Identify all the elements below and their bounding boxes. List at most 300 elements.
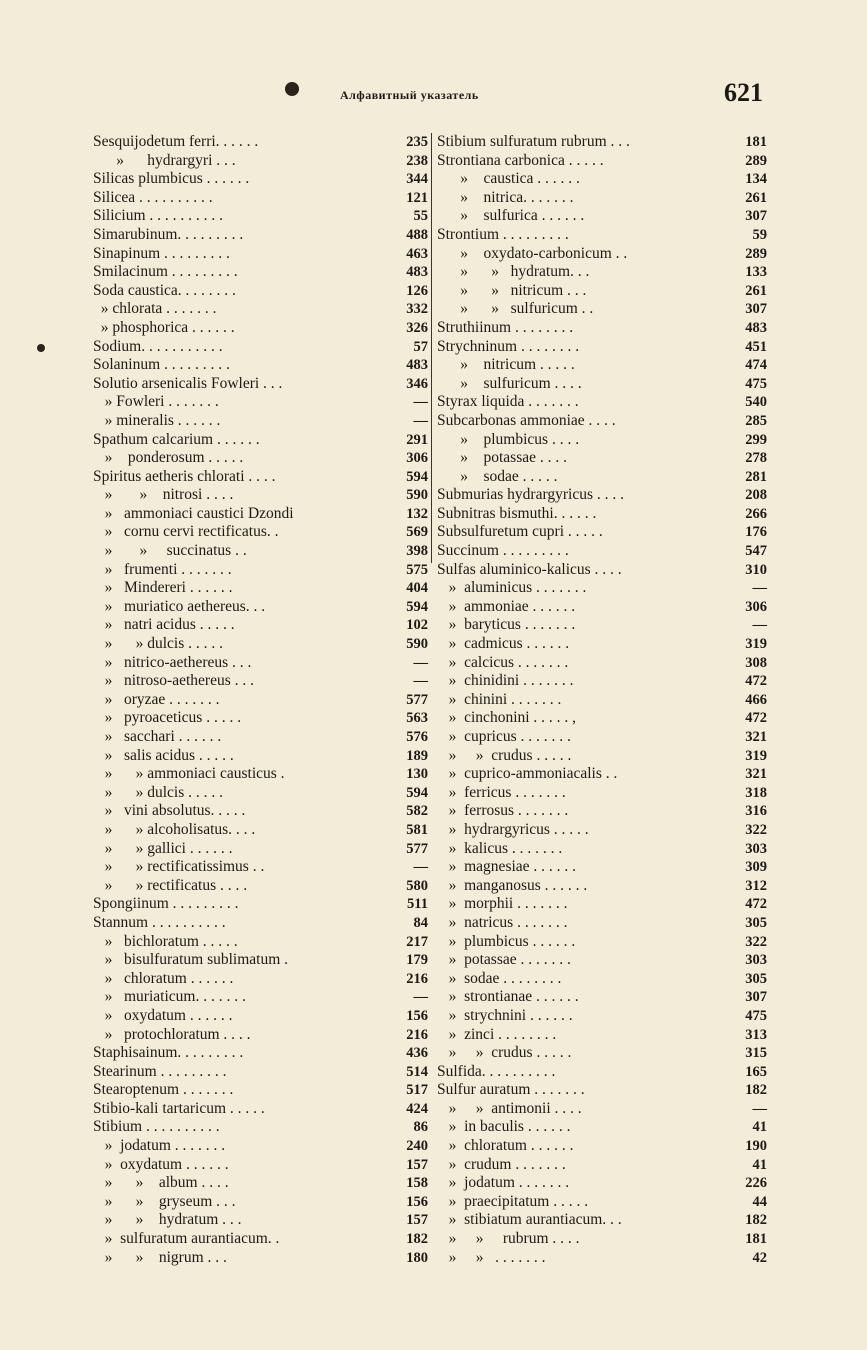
index-entry-page: 308	[745, 654, 767, 671]
index-entry-term: » plumbicus . . . .	[437, 430, 580, 448]
index-entry-page: 216	[406, 970, 428, 987]
index-entry	[93, 635, 430, 654]
index-entry	[93, 207, 430, 226]
index-entry	[93, 561, 430, 580]
index-entry-page: 514	[406, 1063, 428, 1080]
index-entry-page: 182	[745, 1212, 767, 1229]
index-entry	[93, 189, 430, 208]
index-entry	[93, 747, 430, 766]
index-entry-term: » » hydratum. . .	[437, 263, 590, 281]
index-entry	[93, 1063, 430, 1082]
index-entry-term: » oxydatum . . . . . .	[93, 1155, 229, 1173]
index-entry-page: —	[413, 412, 428, 429]
index-entry-page: —	[752, 1100, 767, 1117]
index-entry-term: » sodae . . . . .	[437, 467, 558, 485]
index-entry-page: 483	[406, 264, 428, 281]
index-entry	[437, 375, 767, 394]
index-entry	[437, 1156, 767, 1175]
index-entry-term: » sodae . . . . . . . .	[437, 969, 562, 987]
index-entry-term: » » nitricum . . .	[437, 281, 587, 299]
index-entry-page: 84	[413, 914, 428, 931]
index-entry-term: » protochloratum . . . .	[93, 1025, 251, 1043]
index-entry-term: » oxydato-carbonicum . .	[437, 244, 628, 262]
index-entry-term: » oryzae . . . . . . .	[93, 690, 220, 708]
index-entry-term: Struthiinum . . . . . . . .	[437, 318, 574, 336]
index-entry-page: 216	[406, 1026, 428, 1043]
index-entry	[437, 914, 767, 933]
index-entry	[437, 207, 767, 226]
index-entry	[93, 858, 430, 877]
index-entry-page: 590	[406, 487, 428, 504]
index-entry-term: » ammoniae . . . . . .	[437, 597, 576, 615]
index-entry	[93, 933, 430, 952]
index-entry-page: 261	[745, 189, 767, 206]
index-entry-page: —	[413, 989, 428, 1006]
index-entry-term: » » sulfuricum . .	[437, 300, 594, 318]
index-entry	[437, 821, 767, 840]
index-entry-term: » bisulfuratum sublimatum .	[93, 951, 289, 969]
index-entry-page: 208	[745, 487, 767, 504]
index-entry-term: » jodatum . . . . . . .	[437, 1174, 570, 1192]
index-entry-term: » bichloratum . . . . .	[93, 932, 238, 950]
index-entry-term: Strontium . . . . . . . . .	[437, 225, 569, 243]
index-entry-page: 326	[406, 319, 428, 336]
index-entry-page: 318	[745, 784, 767, 801]
index-entry-term: » chloratum . . . . . .	[437, 1137, 574, 1155]
index-entry-page: 217	[406, 933, 428, 950]
index-entry	[437, 802, 767, 821]
index-entry-term: » salis acidus . . . . .	[93, 746, 234, 764]
index-entry-page: 41	[752, 1156, 767, 1173]
index-entry	[93, 1137, 430, 1156]
ink-spot	[285, 82, 299, 96]
index-entry-term: » potassae . . . .	[437, 449, 568, 467]
index-entry	[437, 133, 767, 152]
index-entry-term: » frumenti . . . . . . .	[93, 560, 232, 578]
index-entry	[437, 1100, 767, 1119]
index-entry-page: 517	[406, 1082, 428, 1099]
index-entry-term: » » gallici . . . . . .	[93, 839, 233, 857]
index-entry-term: Stibium sulfuratum rubrum . . .	[437, 133, 630, 150]
index-entry	[93, 728, 430, 747]
index-entry-term: Stearinum . . . . . . . . .	[93, 1062, 227, 1080]
index-entry-page: 594	[406, 468, 428, 485]
index-entry-page: 158	[406, 1175, 428, 1192]
index-entry	[93, 226, 430, 245]
index-entry-term: » calcicus . . . . . . .	[437, 653, 569, 671]
index-entry-page: 436	[406, 1045, 428, 1062]
index-entry-page: 321	[745, 729, 767, 745]
index-entry-term: » baryticus . . . . . . .	[437, 616, 576, 634]
index-entry-term: » manganosus . . . . . .	[437, 876, 588, 894]
index-entry-page: —	[413, 394, 428, 411]
index-entry	[93, 988, 430, 1007]
index-entry-page: 130	[406, 766, 428, 783]
index-entry-page: 313	[745, 1026, 767, 1043]
index-entry	[93, 282, 430, 301]
index-entry	[93, 1118, 430, 1137]
index-entry	[437, 542, 767, 561]
index-entry	[93, 1044, 430, 1063]
index-entry	[93, 914, 430, 933]
index-entry-page: 303	[745, 840, 767, 857]
index-entry-page: 581	[406, 821, 428, 838]
index-entry-page: 404	[406, 580, 428, 597]
index-entry	[93, 1230, 430, 1249]
index-entry-page: 575	[406, 561, 428, 578]
index-entry-page: 511	[407, 896, 428, 913]
index-entry-term: » muriaticum. . . . . . .	[93, 988, 246, 1006]
index-entry	[93, 468, 430, 487]
index-entry-page: 165	[745, 1063, 767, 1080]
index-entry-term: » cadmicus . . . . . .	[437, 635, 570, 653]
index-entry-page: 157	[406, 1212, 428, 1229]
index-entry	[437, 691, 767, 710]
index-entry-page: 126	[406, 282, 428, 299]
index-entry	[437, 1230, 767, 1249]
index-entry-page: 179	[406, 952, 428, 969]
index-entry-term: » natricus . . . . . . .	[437, 913, 568, 931]
index-entry-page: 305	[745, 970, 767, 987]
index-entry	[93, 1156, 430, 1175]
index-entry	[93, 616, 430, 635]
index-entry-page: 316	[745, 803, 767, 820]
index-entry-page: 310	[745, 561, 767, 578]
index-entry	[93, 263, 430, 282]
index-entry-page: 475	[745, 375, 767, 392]
index-entry	[93, 821, 430, 840]
index-entry	[437, 505, 767, 524]
index-entry-term: Sinapinum . . . . . . . . .	[93, 244, 230, 262]
index-entry-term: » » succinatus . .	[93, 542, 247, 560]
index-entry	[93, 431, 430, 450]
index-entry-page: 291	[406, 431, 428, 448]
index-entry-term: » » crudus . . . . .	[437, 746, 572, 764]
index-entry	[437, 728, 767, 747]
index-entry	[437, 431, 767, 450]
index-entry-term: » praecipitatum . . . . .	[437, 1192, 589, 1210]
index-entry	[437, 1249, 767, 1268]
index-entry-term: » » antimonii . . . .	[437, 1099, 582, 1117]
index-entry-page: 102	[406, 617, 428, 634]
index-entry-page: 577	[406, 691, 428, 708]
index-entry	[93, 672, 430, 691]
index-entry	[93, 1100, 430, 1119]
index-entry-term: » sulfuratum aurantiacum. .	[93, 1230, 280, 1248]
index-entry-term: » nitricum . . . . .	[437, 356, 575, 374]
index-entry	[437, 877, 767, 896]
index-entry-term: » plumbicus . . . . . .	[437, 932, 576, 950]
index-entry-term: Spathum calcarium . . . . . .	[93, 430, 260, 448]
index-entry	[93, 784, 430, 803]
index-entry-page: 472	[745, 673, 767, 690]
index-entry	[93, 152, 430, 171]
index-entry-page: 319	[745, 747, 767, 764]
index-entry-term: » » . . . . . . .	[437, 1248, 546, 1266]
index-entry-term: Sodium. . . . . . . . . . .	[93, 337, 223, 355]
index-entry	[437, 1174, 767, 1193]
index-entry-page: 181	[745, 1231, 767, 1248]
index-entry-page: 182	[406, 1231, 428, 1248]
index-entry-page: 266	[745, 505, 767, 522]
index-entry-term: Solutio arsenicalis Fowleri . . .	[93, 374, 283, 392]
index-entry-term: » cupricus . . . . . . .	[437, 728, 571, 745]
index-entry-term: Silicium . . . . . . . . . .	[93, 207, 224, 225]
index-entry-page: 181	[745, 134, 767, 150]
index-entry-page: 540	[745, 394, 767, 411]
index-entry	[437, 895, 767, 914]
index-entry-term: » » gryseum . . .	[93, 1192, 236, 1210]
index-entry	[93, 1193, 430, 1212]
index-entry-page: 278	[745, 450, 767, 467]
index-entry-page: 285	[745, 412, 767, 429]
index-entry-term: » muriatico aethereus. . .	[93, 597, 266, 615]
index-entry-page: 182	[745, 1082, 767, 1099]
index-entry	[93, 505, 430, 524]
index-entry-term: » nitroso-aethereus . . .	[93, 672, 254, 690]
index-entry-term: Subnitras bismuthi. . . . . .	[437, 504, 597, 522]
index-entry-page: 344	[406, 171, 428, 188]
index-entry-term: » » dulcis . . . . .	[93, 635, 224, 653]
index-entry-term: Sesquijodetum ferri. . . . . .	[93, 133, 259, 150]
index-entry-page: 309	[745, 859, 767, 876]
index-entry-page: 306	[406, 450, 428, 467]
index-entry-page: 289	[745, 245, 767, 262]
index-entry	[93, 486, 430, 505]
index-entry-term: Stannum . . . . . . . . . .	[93, 913, 226, 931]
index-entry	[437, 858, 767, 877]
index-entry-page: 321	[745, 766, 767, 783]
index-entry-term: Simarubinum. . . . . . . . .	[93, 225, 244, 243]
index-entry-page: 590	[406, 636, 428, 653]
index-entry-term: Styrax liquida . . . . . . .	[437, 393, 579, 411]
index-entry-term: » oxydatum . . . . . .	[93, 1006, 233, 1024]
index-entry	[437, 189, 767, 208]
index-entry-page: 466	[745, 691, 767, 708]
index-entry	[93, 579, 430, 598]
index-entry-term: » vini absolutus. . . . .	[93, 802, 246, 820]
index-entry-page: 594	[406, 598, 428, 615]
index-entry	[93, 654, 430, 673]
index-entry	[437, 263, 767, 282]
index-entry-term: » strychnini . . . . . .	[437, 1006, 573, 1024]
index-entry	[437, 449, 767, 468]
index-entry-page: 547	[745, 543, 767, 560]
index-entry-term: Stibium . . . . . . . . . .	[93, 1118, 220, 1136]
index-entry	[93, 1211, 430, 1230]
index-entry-page: 41	[752, 1119, 767, 1136]
index-entry	[437, 747, 767, 766]
index-entry-page: 569	[406, 524, 428, 541]
index-entry-page: 580	[406, 877, 428, 894]
index-entry	[437, 523, 767, 542]
index-entry	[93, 1026, 430, 1045]
index-entry	[437, 654, 767, 673]
index-entry-term: Sulfur auratum . . . . . . .	[437, 1081, 585, 1099]
index-entry	[437, 1211, 767, 1230]
index-entry-term: » cinchonini . . . . . ,	[437, 709, 577, 727]
index-entry	[437, 412, 767, 431]
index-column-left	[93, 133, 430, 1267]
index-entry-term: » chinini . . . . . . .	[437, 690, 562, 708]
index-entry	[93, 951, 430, 970]
index-entry-term: Submurias hydrargyricus . . . .	[437, 486, 624, 504]
index-entry-term: » sacchari . . . . . .	[93, 728, 222, 745]
index-entry-page: 261	[745, 282, 767, 299]
index-entry-page: 157	[406, 1156, 428, 1173]
index-entry	[93, 375, 430, 394]
page-header-title: Алфавитный указатель	[340, 88, 479, 102]
index-entry-term: Subcarbonas ammoniae . . . .	[437, 411, 616, 429]
index-entry	[437, 486, 767, 505]
index-entry	[437, 1137, 767, 1156]
index-entry-term: » nitrica. . . . . . .	[437, 188, 574, 206]
index-entry	[437, 598, 767, 617]
index-entry	[437, 1193, 767, 1212]
index-entry-term: » » rectificatissimus . .	[93, 858, 265, 876]
index-entry-page: 189	[406, 747, 428, 764]
index-entry-term: » » crudus . . . . .	[437, 1044, 572, 1062]
index-entry-term: » hydrargyricus . . . . .	[437, 820, 589, 838]
index-entry-term: » ferricus . . . . . . .	[437, 783, 566, 801]
index-entry-page: 55	[413, 208, 428, 225]
index-entry-term: » strontianae . . . . . .	[437, 988, 579, 1006]
index-entry-term: Smilacinum . . . . . . . . .	[93, 263, 238, 281]
index-entry-term: » Mindereri . . . . . .	[93, 579, 233, 597]
index-entry-term: » cuprico-ammoniacalis . .	[437, 765, 618, 783]
index-entry	[93, 338, 430, 357]
index-entry-page: 322	[745, 933, 767, 950]
index-entry-term: » phosphorica . . . . . .	[93, 318, 235, 336]
index-entry	[437, 319, 767, 338]
index-entry	[437, 616, 767, 635]
index-entry-page: 332	[406, 301, 428, 318]
index-entry-term: Sulfida. . . . . . . . . .	[437, 1062, 556, 1080]
index-entry-term: » cornu cervi rectificatus. .	[93, 523, 279, 541]
index-entry-page: 180	[406, 1249, 428, 1266]
index-entry	[93, 895, 430, 914]
index-entry	[437, 840, 767, 859]
index-entry-term: Subsulfuretum cupri . . . . .	[437, 523, 603, 541]
index-entry	[93, 877, 430, 896]
index-entry-page: 315	[745, 1045, 767, 1062]
index-entry	[93, 523, 430, 542]
index-entry-term: » sulfuricum . . . .	[437, 374, 582, 392]
index-entry-page: 576	[406, 729, 428, 745]
index-entry	[437, 1026, 767, 1045]
index-entry-page: 132	[406, 505, 428, 522]
ink-spot	[37, 344, 45, 352]
index-entry	[93, 300, 430, 319]
index-entry	[437, 709, 767, 728]
index-entry-page: 307	[745, 301, 767, 318]
index-entry-page: —	[752, 617, 767, 634]
index-entry-page: 474	[745, 357, 767, 374]
index-entry	[93, 1174, 430, 1193]
index-entry-page: 303	[745, 952, 767, 969]
index-entry-term: » aluminicus . . . . . . .	[437, 579, 587, 597]
index-entry	[437, 245, 767, 264]
index-entry-page: 312	[745, 877, 767, 894]
index-entry	[437, 672, 767, 691]
index-entry-term: » nitrico-aethereus . . .	[93, 653, 252, 671]
index-entry-term: » jodatum . . . . . . .	[93, 1137, 226, 1155]
index-entry	[437, 988, 767, 1007]
index-entry-page: 226	[745, 1175, 767, 1192]
index-entry-term: Stearoptenum . . . . . . .	[93, 1081, 234, 1099]
index-entry-page: 306	[745, 598, 767, 615]
index-entry	[437, 300, 767, 319]
index-entry-term: » stibiatum aurantiacum. . .	[437, 1211, 622, 1229]
index-entry	[437, 951, 767, 970]
index-entry-page: 42	[752, 1249, 767, 1266]
index-entry-term: Sulfas aluminico-kalicus . . . .	[437, 560, 622, 578]
index-entry-page: 289	[745, 152, 767, 169]
index-entry-term: » chlorata . . . . . . .	[93, 300, 217, 318]
index-entry	[437, 1007, 767, 1026]
index-entry-page: 472	[745, 710, 767, 727]
index-entry-page: 57	[413, 338, 428, 355]
index-entry	[93, 802, 430, 821]
index-entry-term: Soda caustica. . . . . . . .	[93, 281, 236, 299]
index-entry	[437, 282, 767, 301]
index-entry	[437, 784, 767, 803]
index-entry-page: 472	[745, 896, 767, 913]
index-entry-term: » » dulcis . . . . .	[93, 783, 224, 801]
index-entry	[437, 356, 767, 375]
index-entry-term: » potassae . . . . . . .	[437, 951, 571, 969]
index-entry-page: 563	[406, 710, 428, 727]
index-entry	[437, 635, 767, 654]
index-entry-page: 307	[745, 208, 767, 225]
index-entry-term: » » album . . . .	[93, 1174, 229, 1192]
index-entry-page: 483	[406, 357, 428, 374]
index-entry	[437, 1118, 767, 1137]
index-entry-page: 398	[406, 543, 428, 560]
index-entry	[93, 1249, 430, 1268]
index-entry	[93, 449, 430, 468]
index-entry-page: —	[413, 654, 428, 671]
index-column-right	[437, 133, 767, 1267]
index-entry-page: 322	[745, 821, 767, 838]
index-entry-page: 463	[406, 245, 428, 262]
index-entry-term: Solaninum . . . . . . . . .	[93, 356, 230, 374]
index-entry	[93, 691, 430, 710]
index-entry-term: Strychninum . . . . . . . .	[437, 337, 580, 355]
index-entry-page: 190	[745, 1138, 767, 1155]
index-entry-term: » » nigrum . . .	[93, 1248, 227, 1266]
index-entry	[437, 170, 767, 189]
index-entry-page: 44	[752, 1193, 767, 1210]
index-entry-page: 156	[406, 1007, 428, 1024]
index-entry-page: —	[413, 673, 428, 690]
index-entry	[437, 970, 767, 989]
index-entry	[437, 1081, 767, 1100]
index-entry-term: Stibio-kali tartaricum . . . . .	[93, 1099, 265, 1117]
index-entry	[93, 765, 430, 784]
index-entry-page: 299	[745, 431, 767, 448]
index-entry	[93, 1081, 430, 1100]
index-entry-term: » mineralis . . . . . .	[93, 411, 221, 429]
index-entry-term: Silicea . . . . . . . . . .	[93, 188, 213, 206]
index-entry-term: » » nitrosi . . . .	[93, 486, 234, 504]
index-entry	[437, 933, 767, 952]
index-entry-term: Succinum . . . . . . . . .	[437, 542, 569, 560]
index-entry	[93, 542, 430, 561]
index-entry-term: » chloratum . . . . . .	[93, 969, 234, 987]
index-entry	[93, 1007, 430, 1026]
index-entry-page: 424	[406, 1100, 428, 1117]
